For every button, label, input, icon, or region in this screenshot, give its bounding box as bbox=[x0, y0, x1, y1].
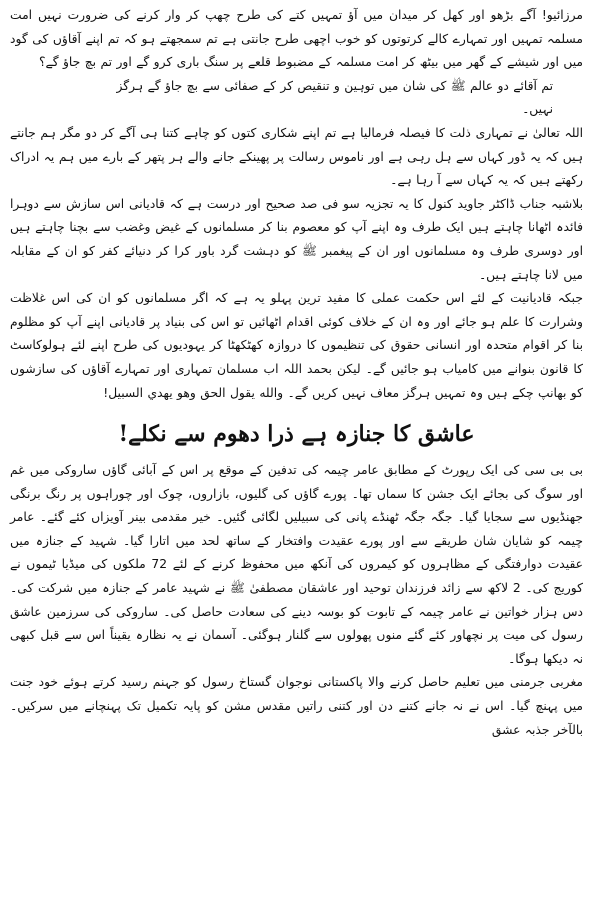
paragraph-analysis: بلاشبہ جناب ڈاکٹر جاوید کنول کا یہ تجزیہ سو فی صد صحیح اور درست ہے کہ قادیانی اس سازش سے دوہرا فائدہ اٹھانا چاہتے ہیں ایک طرف وہ اپنے آپ کو معصوم بنا کر مسلمانوں کے غیض وغضب سے بچنا چاہتے ہیں اور دوسری طرف وہ مسلمانوں اور ان کے پیغمبر ﷺ کو دہشت گرد باور کرا کر دنیائے کفر کو ان کے مقابلہ میں لانا چاہتے ہیں۔ bbox=[10, 196, 583, 282]
paragraph-blasphemy: تم آقائے دو عالم ﷺ کی شان میں توہین و تنقیص کر کے صفائی سے بچ جاؤ گے ہرگز نہیں۔ bbox=[116, 78, 553, 117]
paragraph-divine-decision: اللہ تعالیٰ نے تمہاری ذلت کا فیصلہ فرمالیا ہے تم اپنے شکاری کتوں کو چاہے کتنا ہی آگے کر دو مگر ہم جانتے ہیں کہ یہ ڈور کہاں سے ہل رہی ہے اور ناموس رسالت پر پھینکے جانے والے ہر پتھر کے بارے میں ہم یہ ادراک رکھتے ہیں کہ یہ کہاں سے آ رہا ہے۔ bbox=[10, 125, 583, 188]
paragraph-germany: مغربی جرمنی میں تعلیم حاصل کرنے والا پاکستانی نوجوان گستاخ رسول کو جہنم رسید کرتے ہوئے خود جنت میں پہنچ گیا۔ اس نے نہ جانے کتنے دن اور کتنی راتیں مقدس مشن کو پایہ تکمیل تک پہنچانے میں سرکیں۔ بالآخر جذبہ عشق bbox=[10, 675, 583, 737]
paragraph-warning: مرزائیو! آگے بڑھو اور کھل کر میدان میں آؤ تمہیں کتے کی طرح چھپ کر وار کرنے کی ضرورت نہیں امت مسلمہ تمہیں اور تمہارے کالے کرتوتوں کو خوب اچھی طرح جانتی ہے تم سمجھتے ہو کہ تم اپنے آقاؤں کی گود میں اور شیشے کے گھر میں بیٹھ کر امت مسلمہ کے مضبوط قلعے پر سنگ باری کرو گے اور تم بچ جاؤ گے؟ bbox=[10, 8, 583, 70]
section-headline: عاشق کا جنازہ ہے ذرا دھوم سے نکلے! bbox=[118, 421, 475, 448]
paragraph-funeral-report: بی بی سی کی ایک رپورٹ کے مطابق عامر چیمہ کی تدفین کے موقع پر اس کے آبائی گاؤں ساروکی میں غم اور سوگ کی بجائے ایک جشن کا سماں تھا۔ پورے گاؤں کی گلیوں، بازاروں، چوک اور چوراہوں پر رنگ برنگی جھنڈیوں سے سجایا گیا۔ جگہ جگہ ٹھنڈے پانی کی سبیلیں لگائی گئیں۔ خیر مقدمی بینر آویزاں کئے گئے۔ عامر چیمہ کو شایان شان طریقے سے اور پورے عقیدت وافتخار کے ساتھ لحد میں اتارا گیا۔ شہید کے جنازہ میں عقیدت دوارفتگی کے مظاہروں کو کیمروں کی آنکھ میں محفوظ کرنے کے لئے 72 ملکوں کی میڈیا ٹیموں نے کوریج کی۔ 2 لاکھ سے زائد فرزندان توحید اور عاشقان مصطفیٰ ﷺ نے شہید عامر کے جنازہ میں شرکت کی۔ دس ہزار خواتین نے عامر چیمہ کے تابوت کو بوسہ دینے کی سعادت حاصل کی۔ ساروکی کی سرزمین عاشق رسول کی میت پر نچھاور کئے گئے منوں پھولوں سے گلنار ہوگئی۔ آسمان نے یہ نظارہ یقیناً اس سے قبل کبھی نہ دیکھا ہوگا۔ bbox=[10, 463, 583, 666]
paragraph-strategy: جبکہ قادیانیت کے لئے اس حکمت عملی کا مفید ترین پہلو یہ ہے کہ اگر مسلمانوں کو ان کی اس غلاظت وشرارت کا علم ہو جائے اور وہ ان کے خلاف کوئی اقدام اٹھائیں تو اس کی بنیاد پر قادیانی اپنے آپ کو مظلوم بنا کر اقوام متحدہ اور انسانی حقوق کی تنظیموں کا دروازہ کھٹکھٹا کر یہودیوں کی طرح اپنے لئے ہولوکاسٹ کا قانون بنوانے میں کامیاب ہو جائیں گے۔ لیکن بحمد اللہ اب مسلمان تمہاری اور تمہارے آقاؤں کی سازشوں کو بھانپ چکے ہیں وہ تمہیں ہرگز معاف نہیں کریں گے۔ والله يقول الحق وهو يهدي السبيل! bbox=[10, 291, 583, 400]
